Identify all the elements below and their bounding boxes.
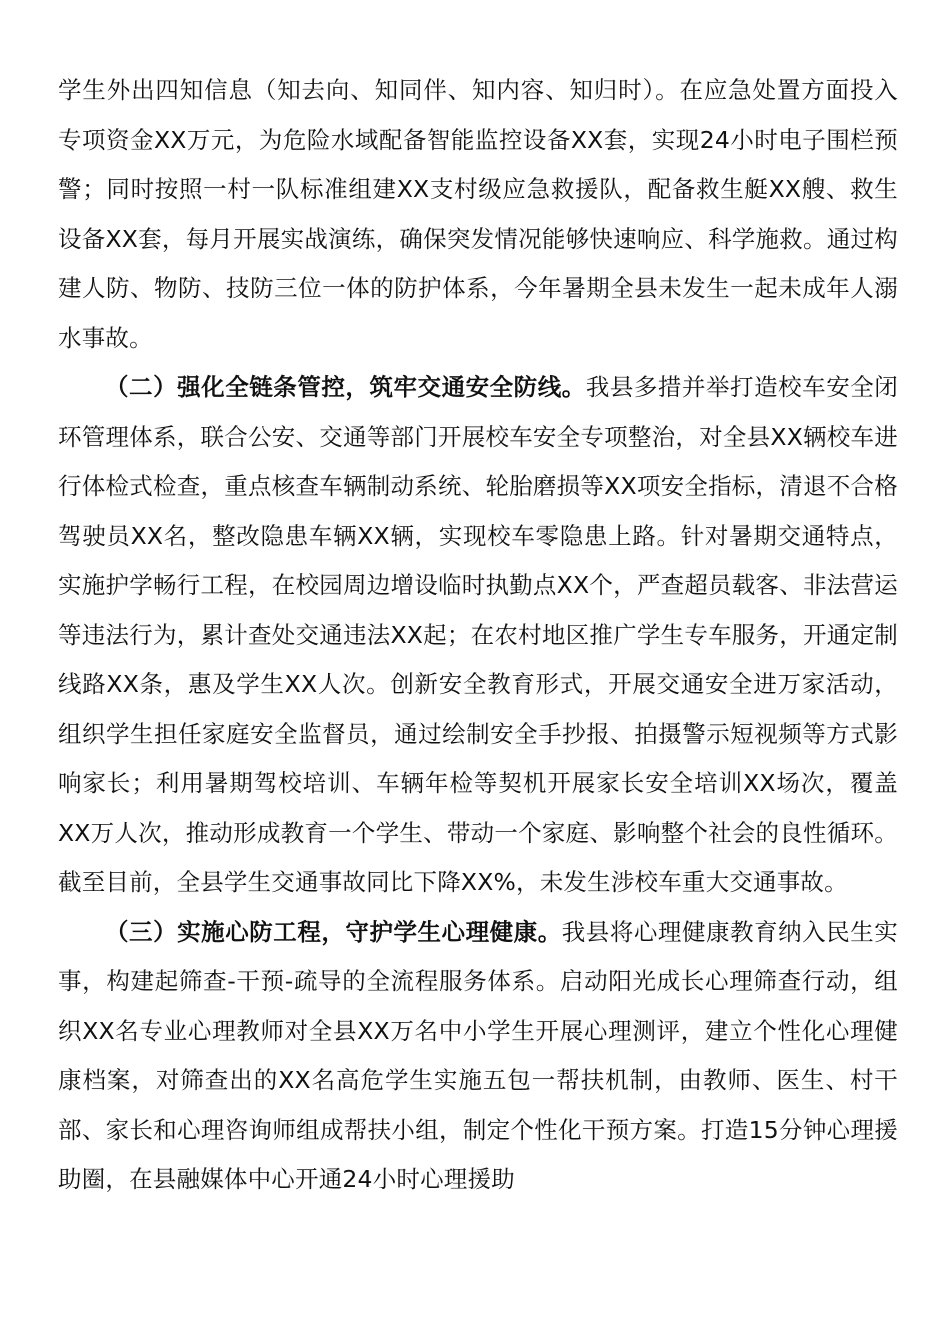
paragraph-1-text: 学生外出四知信息（知去向、知同伴、知内容、知归时）。在应急处置方面投入专项资金XX万元，为危险水域配备智能监控设备XX套，实现24小时电子围栏预警；同时按照一村一队标准组建XX支村级应急救援队，配备救生艇XX艘、救生设备XX套，每月开展实战演练，确保突发情况能够快速响应、科学施救。通过构建人防、物防、技防三位一体的防护体系，今年暑期全县未发生一起未成年人溺水事故。 [58,76,898,352]
section-heading-3: （三）实施心防工程，守护学生心理健康。 [105,917,562,946]
document-body [58,66,898,1205]
paragraph-1 [58,66,898,363]
paragraph-2-text: 我县多措并举打造校车安全闭环管理体系，联合公安、交通等部门开展校车安全专项整治，对全县XX辆校车进行体检式检查，重点核查车辆制动系统、轮胎磨损等XX项安全指标，清退不合格驾驶员XX名，整改隐患车辆XX辆，实现校车零隐患上路。针对暑期交通特点，实施护学畅行工程，在校园周边增设临时执勤点XX个，严查超员载客、非法营运等违法行为，累计查处交通违法XX起；在农村地区推广学生专车服务，开通定制线路XX条，惠及学生XX人次。创新安全教育形式，开展交通安全进万家活动，组织学生担任家庭安全监督员，通过绘制安全手抄报、拍摄警示短视频等方式影响家长；利用暑期驾校培训、车辆年检等契机开展家长安全培训XX场次，覆盖XX万人次，推动形成教育一个学生、带动一个家庭、影响整个社会的良性循环。截至目前，全县学生交通事故同比下降XX%，未发生涉校车重大交通事故。 [58,373,898,896]
paragraph-2 [58,363,898,908]
paragraph-3 [58,908,898,1205]
paragraph-3-text: 我县将心理健康教育纳入民生实事，构建起筛查-干预-疏导的全流程服务体系。启动阳光成长心理筛查行动，组织XX名专业心理教师对全县XX万名中小学生开展心理测评，建立个性化心理健康档案，对筛查出的XX名高危学生实施五包一帮扶机制，由教师、医生、村干部、家长和心理咨询师组成帮扶小组，制定个性化干预方案。打造15分钟心理援助圈，在县融媒体中心开通24小时心理援助 [58,917,898,1193]
section-heading-2: （二）强化全链条管控，筑牢交通安全防线。 [105,373,586,401]
